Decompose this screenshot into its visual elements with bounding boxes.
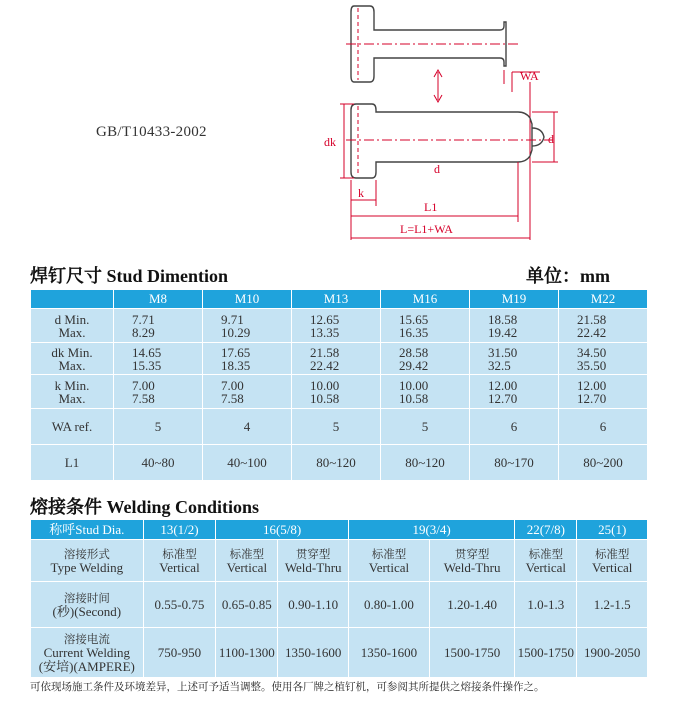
table-cell: 标准型 [528,546,564,561]
table-cell: 1.0-1.3 [515,582,577,628]
cell-max: 10.58 [399,390,429,406]
table-cell: 标准型 [229,546,265,561]
row-label: Max. [58,324,86,340]
cell-min: 10.00 [310,377,340,393]
cell-min: 10.00 [399,377,429,393]
cell-min: 21.58 [310,344,340,360]
table-cell: 40~100 [203,445,292,481]
cell-max: 10.58 [310,390,340,406]
table-cell: 1.20-1.40 [430,582,515,628]
row-label: 溶接电流 [63,631,110,646]
table-cell: 5 [114,409,203,445]
d-label-center: d [434,162,440,176]
d-label-right: d [548,132,554,146]
table-row [31,343,648,375]
stud-bottom-view [351,104,544,178]
cell-max: 29.42 [399,357,429,373]
cell-max: 32.5 [488,357,511,373]
table-cell: 5 [292,409,381,445]
row-label: WA ref. [31,409,114,445]
header-cell: 称呼Stud Dia. [31,520,144,540]
header-cell: 16(5/8) [216,520,349,540]
table-row [31,375,648,409]
k-label: k [358,186,364,200]
cell-max: 22.42 [577,324,607,340]
header-cell: M8 [114,290,203,309]
table-cell: 80~200 [559,445,648,481]
header-cell: 22(7/8) [515,520,577,540]
row-label: Current Welding [43,644,131,660]
table-cell: 1350-1600 [278,628,349,678]
cell-max: 13.35 [310,324,340,340]
row-label: (安培)(AMPERE) [38,658,135,674]
row-label: Max. [58,357,86,373]
row-label: d Min. [54,311,90,327]
header-cell: 13(1/2) [143,520,216,540]
cell-max: 19.42 [488,324,518,340]
cell-max: 18.35 [221,357,251,373]
table-cell: 0.80-1.00 [348,582,429,628]
stud-diagram [318,0,676,250]
cell-min: 14.65 [132,344,162,360]
header-cell [31,290,114,309]
table-cell: 贯穿型 [295,546,331,561]
table-cell: 0.90-1.10 [278,582,349,628]
cell-min: 7.00 [132,377,155,393]
row-label: L1 [31,445,114,481]
table-cell: 4 [203,409,292,445]
table-row [31,540,648,582]
row-label: Max. [58,390,86,406]
table-cell: 80~120 [292,445,381,481]
table-cell: Vertical [591,559,633,575]
dimension-title: 焊钉尺寸 Stud Dimention [30,266,229,286]
cell-min: 34.50 [577,344,607,360]
table-cell: 80~170 [470,445,559,481]
header-cell: M13 [292,290,381,309]
cell-min: 12.65 [310,311,340,327]
cell-min: 7.71 [132,311,155,327]
cell-min: 12.00 [577,377,607,393]
table-cell: 标准型 [594,546,630,561]
table-cell: 40~80 [114,445,203,481]
stud-top-view [351,6,506,82]
row-label: k Min. [54,377,90,393]
table-cell: 6 [559,409,648,445]
l1-label: L1 [424,200,438,214]
table-row [31,628,648,678]
table-cell: 6 [470,409,559,445]
cell-min: 31.50 [488,344,518,360]
table-row [31,309,648,343]
cell-max: 10.29 [221,324,251,340]
welding-title: 熔接条件 Welding Conditions [30,497,260,517]
table-header-row [31,520,648,540]
table-row [31,409,648,445]
table-row [31,445,648,481]
arrow-down-icon [434,70,442,102]
cell-min: 7.00 [221,377,244,393]
header-cell: M22 [559,290,648,309]
table-cell: 标准型 [371,546,407,561]
cell-min: 12.00 [488,377,518,393]
table-cell: 贯穿型 [454,546,490,561]
standard-code: GB/T10433-2002 [96,124,207,140]
footnote: 可依现场施工条件及环境差异，上述可予适当调整。使用各厂牌之植钉机，可参阅其所提供之熔接条件操作之。 [30,681,545,693]
table-cell: 0.65-0.85 [216,582,278,628]
cell-min: 9.71 [221,311,244,327]
cell-max: 8.29 [132,324,155,340]
cell-max: 15.35 [132,357,162,373]
table-header-row [31,290,648,309]
cell-max: 12.70 [488,390,518,406]
table-cell: Weld-Thru [284,559,342,575]
table-cell: Vertical [226,559,268,575]
cell-max: 7.58 [221,390,244,406]
row-label: 溶接形式 [63,546,110,561]
table-cell: Vertical [368,559,410,575]
cell-min: 28.58 [399,344,429,360]
wa-label: WA [520,69,539,83]
row-label: Type Welding [50,559,124,575]
table-cell: 1500-1750 [430,628,515,678]
table-cell: 80~120 [381,445,470,481]
cell-min: 21.58 [577,311,607,327]
header-cell: 25(1) [577,520,648,540]
welding-conditions-table [30,519,648,678]
cell-max: 16.35 [399,324,429,340]
cell-max: 22.42 [310,357,340,373]
cell-min: 17.65 [221,344,251,360]
table-cell: 0.55-0.75 [143,582,216,628]
cell-max: 12.70 [577,390,607,406]
row-label: (秒)(Second) [52,603,122,619]
cell-min: 15.65 [399,311,429,327]
l-total-label: L=L1+WA [400,222,453,236]
row-label: 溶接时间 [63,590,110,605]
cell-max: 35.50 [577,357,607,373]
table-cell: Vertical [159,559,200,575]
header-cell: M10 [203,290,292,309]
table-cell: 1500-1750 [515,628,577,678]
table-cell: 标准型 [162,546,197,561]
table-cell: Weld-Thru [443,559,501,575]
cell-min: 18.58 [488,311,518,327]
unit-label: 单位：mm [526,266,610,286]
header-cell: 19(3/4) [348,520,514,540]
table-cell: 750-950 [143,628,216,678]
table-cell: 1100-1300 [216,628,278,678]
table-cell: 1900-2050 [577,628,648,678]
stud-dimension-table [30,289,648,481]
cell-max: 7.58 [132,390,155,406]
dk-label: dk [324,135,336,149]
table-cell: 1350-1600 [348,628,429,678]
table-cell: 5 [381,409,470,445]
header-cell: M16 [381,290,470,309]
table-cell: 1.2-1.5 [577,582,648,628]
table-row [31,582,648,628]
row-label: dk Min. [51,344,93,360]
table-cell: Vertical [525,559,567,575]
header-cell: M19 [470,290,559,309]
